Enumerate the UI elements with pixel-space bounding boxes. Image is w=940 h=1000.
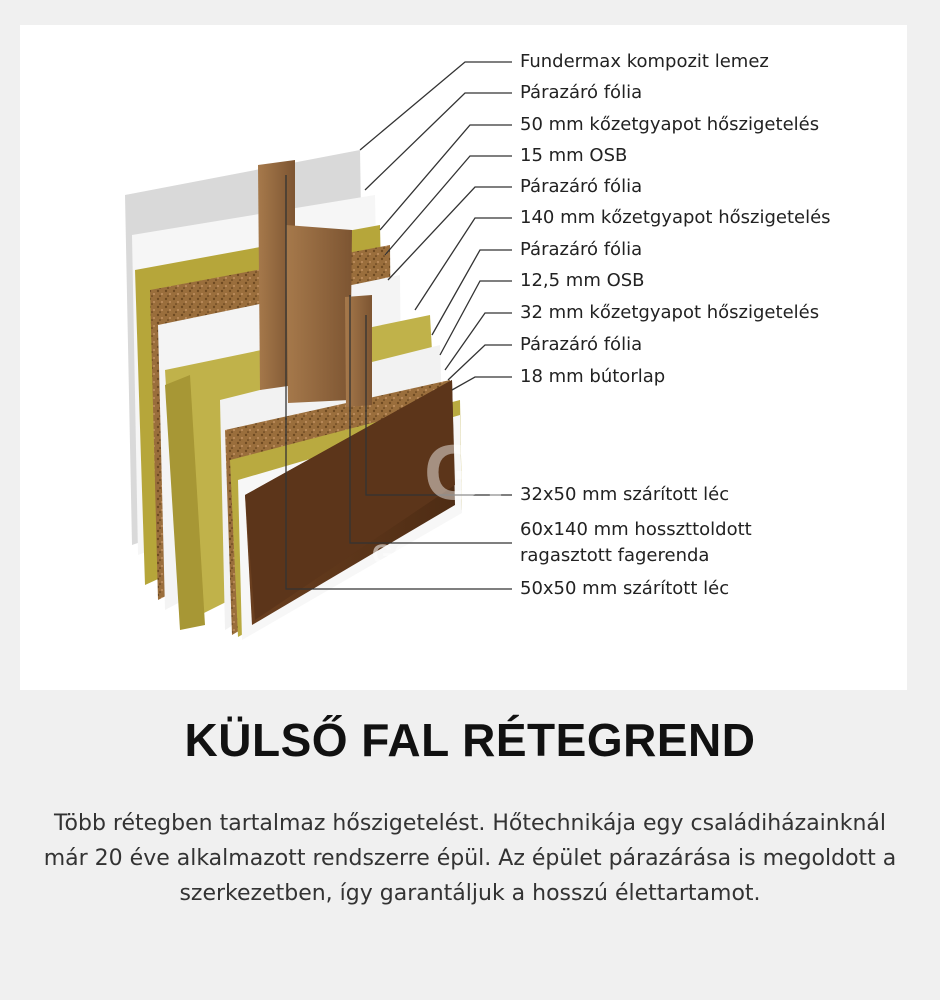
description-text: Több rétegben tartalmaz hőszigetelést. Hőtechnikája egy családiházainknál már 20 éve alkalmazott rendszerre épül. Az épület párazárása is megoldott a szerkezetben, így garantáljuk a hosszú élettartamot.	[43, 811, 897, 906]
label-vapor-foil-1: Párazáró fólia	[520, 82, 643, 103]
label-osb-15: 15 mm OSB	[520, 145, 628, 166]
label-batten-32x50: 32x50 mm szárított léc	[520, 484, 730, 505]
label-rockwool-32: 32 mm kőzetgyapot hőszigetelés	[520, 302, 820, 323]
glulam-beam	[286, 225, 352, 403]
page-title: KÜLSŐ FAL RÉTEGREND	[184, 714, 756, 766]
batten-32x50	[345, 295, 372, 407]
label-rockwool-140: 140 mm kőzetgyapot hőszigetelés	[520, 207, 831, 228]
label-fundermax: Fundermax kompozit lemez	[520, 51, 769, 72]
label-osb-12-5: 12,5 mm OSB	[520, 270, 645, 291]
label-vapor-foil-4: Párazáró fólia	[520, 334, 643, 355]
label-furniture-board: 18 mm bútorlap	[520, 366, 666, 387]
label-vapor-foil-2: Párazáró fólia	[520, 176, 643, 197]
watermark-text: GONAHOME	[372, 539, 542, 569]
label-glulam-line1: 60x140 mm hosszttoldott	[520, 519, 752, 540]
diagram-panel	[20, 25, 907, 690]
label-rockwool-50: 50 mm kőzetgyapot hőszigetelés	[520, 114, 820, 135]
label-glulam-line2: ragasztott fagerenda	[520, 545, 710, 566]
watermark-logo: GH	[424, 428, 541, 516]
label-batten-50x50: 50x50 mm szárított léc	[520, 578, 730, 599]
label-vapor-foil-3: Párazáró fólia	[520, 239, 643, 260]
